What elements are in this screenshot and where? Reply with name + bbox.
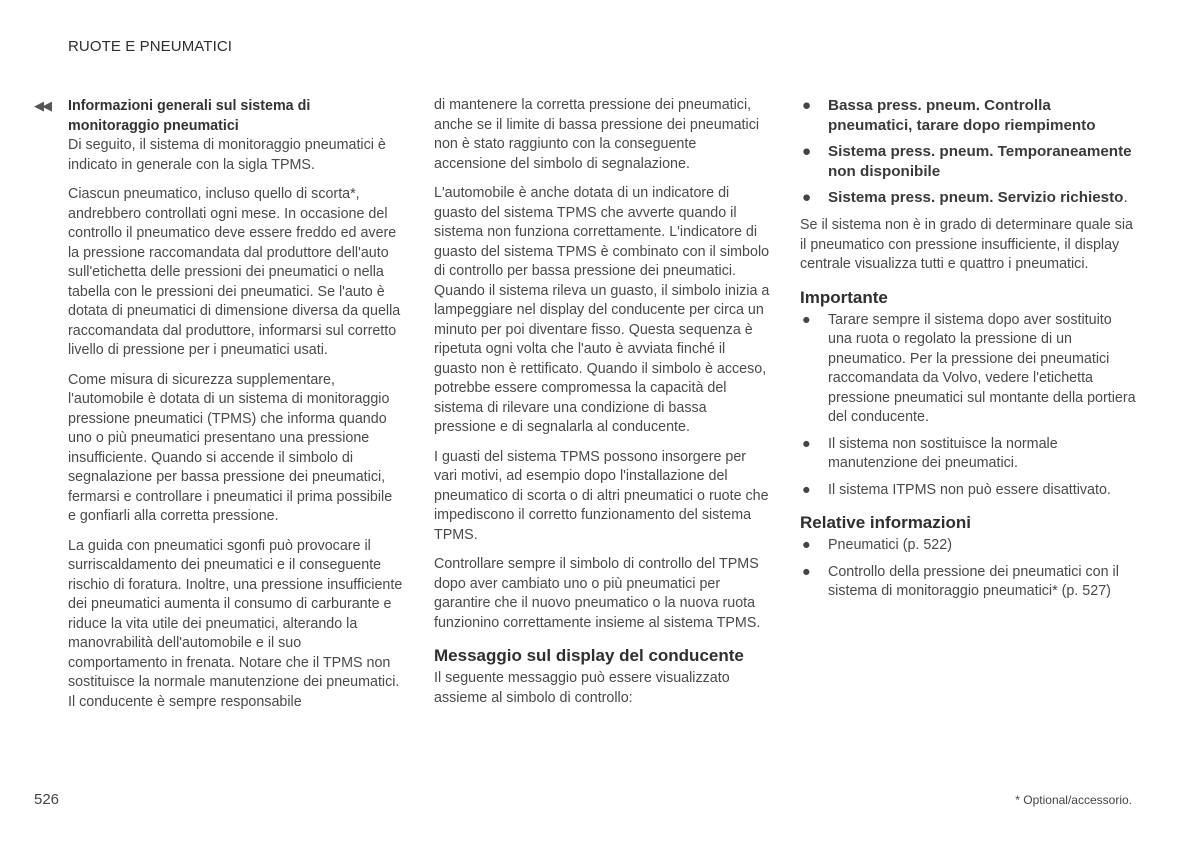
related-link-pneumatici[interactable]	[800, 536, 1136, 556]
bullet-icon: ●	[802, 563, 811, 580]
list-item-text: Il sistema non sostituisce la normale manutenzione dei pneumatici.	[828, 435, 1058, 471]
list-item	[800, 481, 1136, 501]
paragraph: I guasti del sistema TPMS possono insorgere per vari motivi, ad esempio dopo l'installazione del pneumatico di scorta o di altri pneumatici o ruote che impediscono il corretto funzionamento del sistema TPMS.	[434, 448, 769, 543]
back-arrows-icon[interactable]: ◀◀	[34, 98, 50, 113]
paragraph: L'automobile è anche dotata di un indicatore di guasto del sistema TPMS che avverte quando il sistema non funziona correttamente. L'indicatore di guasto del sistema TPMS è combinato con il simbolo di controllo per bassa pressione dei pneumatici. Quando il sistema rileva un guasto, il simbolo inizia a lampeggiare nel display del conducente per circa un minuto per poi diventare fisso. Questa sequenza è ripetuta ogni volta che l'auto è avviata finché il guasto non è rettificato. Quando il simbolo è acceso, potrebbe essere compromessa la capacità del sistema di rilevare una condizione di bassa pressione e di segnalarla al conducente.	[434, 185, 770, 435]
related-link-text[interactable]: Pneumatici (p. 522)	[828, 537, 952, 553]
list-item-text: Tarare sempre il sistema dopo aver sostituito una ruota o regolato la pressione di un pneumatico. Per la pressione dei pneumatici raccomandata da Volvo, vedere l'etichetta pressione pneumatici sul montante della portiera del conducente.	[828, 311, 1136, 425]
section-title-driver-display: Messaggio sul display del conducente	[434, 646, 744, 665]
important-list	[800, 311, 1136, 501]
bullet-icon: ●	[802, 537, 811, 553]
paragraph: di mantenere la corretta pressione dei pneumatici, anche se il limite di bassa pressione dei pneumatici non è stato raggiunto con la conseguente accensione del simbolo di segnalazione.	[434, 97, 760, 172]
column-2	[434, 96, 770, 718]
related-list	[800, 536, 1136, 602]
section-title-related: Relative informazioni	[800, 513, 971, 532]
list-item	[800, 188, 1136, 208]
bullet-icon: ●	[802, 435, 811, 452]
message-text: Sistema press. pneum. Servizio richiesto	[828, 189, 1124, 206]
message-text: Bassa press. pneum. Controlla pneumatici, tarare dopo riempimento	[828, 97, 1096, 134]
list-item	[800, 142, 1136, 182]
list-item	[800, 435, 1136, 474]
paragraph: Come misura di sicurezza supplementare, l'automobile è dotata di un sistema di monitoraggio pressione pneumatici (TPMS) che informa quando uno o più pneumatici presentano una pressione insufficiente. Quando si accende il simbolo di segnalazione per bassa pressione dei pneumatici, fermarsi e controllare i pneumatici il prima possibile e gonfiarli alla corretta pressione.	[68, 371, 393, 524]
list-item	[800, 96, 1136, 136]
section-title-important: Importante	[800, 287, 888, 307]
bullet-icon: ●	[802, 143, 812, 160]
column-1	[68, 96, 404, 722]
page-header: RUOTE E PNEUMATICI	[68, 38, 233, 55]
related-link-controllo-pressione[interactable]	[800, 563, 1136, 602]
message-suffix: .	[1123, 189, 1128, 206]
related-link-text[interactable]: Controllo della pressione dei pneumatici con il sistema di monitoraggio pneumatici* (p. 527)	[828, 563, 1119, 599]
paragraph: Se il sistema non è in grado di determinare quale sia il pneumatico con pressione insufficiente, il display centrale visualizza tutti e quattro i pneumatici.	[800, 217, 1133, 272]
subheading-tpms-general: Informazioni generali sul sistema di monitoraggio pneumatici	[68, 98, 311, 134]
page-number: 526	[34, 791, 60, 808]
footnote: * Optional/accessorio.	[1015, 793, 1132, 807]
paragraph: Di seguito, il sistema di monitoraggio pneumatici è indicato in generale con la sigla TPMS.	[68, 137, 386, 173]
paragraph: Ciascun pneumatico, incluso quello di scorta*, andrebbero controllati ogni mese. In occasione del controllo il pneumatico deve essere freddo ed avere la pressione raccomandata dal produttore dell'auto sull'etichetta delle pressioni dei pneumatici o nella tabella con le pressioni dei pneumatici. Se l'auto è dotata di pneumatici di dimensione diversa da quella raccomandata dal produttore, informarsi sul corretto livello di pressione per i pneumatici usati.	[68, 186, 401, 358]
bullet-icon: ●	[802, 189, 812, 206]
paragraph: Controllare sempre il simbolo di controllo del TPMS dopo aver cambiato uno o più pneumatici per garantire che il nuovo pneumatico o la nuova ruota funzionino correttamente insieme al sistema TPMS.	[434, 556, 761, 631]
message-text: Sistema press. pneum. Temporaneamente non disponibile	[828, 143, 1132, 180]
list-item-text: Il sistema ITPMS non può essere disattivato.	[828, 481, 1111, 498]
paragraph: Il seguente messaggio può essere visualizzato assieme al simbolo di controllo:	[434, 670, 730, 706]
bullet-icon: ●	[802, 481, 811, 498]
bullet-icon: ●	[802, 311, 811, 328]
message-list	[800, 96, 1136, 208]
paragraph: La guida con pneumatici sgonfi può provocare il surriscaldamento dei pneumatici e il conseguente rischio di foratura. Inoltre, una pressione insufficiente dei pneumatici aumenta il consumo di carburante e riduce la vita utile dei pneumatici, alterando la manovrabilità dell'automobile e il suo comportamento in frenata. Notare che il TPMS non sostituisce la normale manutenzione dei pneumatici. Il conducente è sempre responsabile	[68, 537, 403, 710]
list-item	[800, 311, 1136, 428]
column-3	[800, 96, 1136, 610]
bullet-icon: ●	[802, 97, 812, 114]
